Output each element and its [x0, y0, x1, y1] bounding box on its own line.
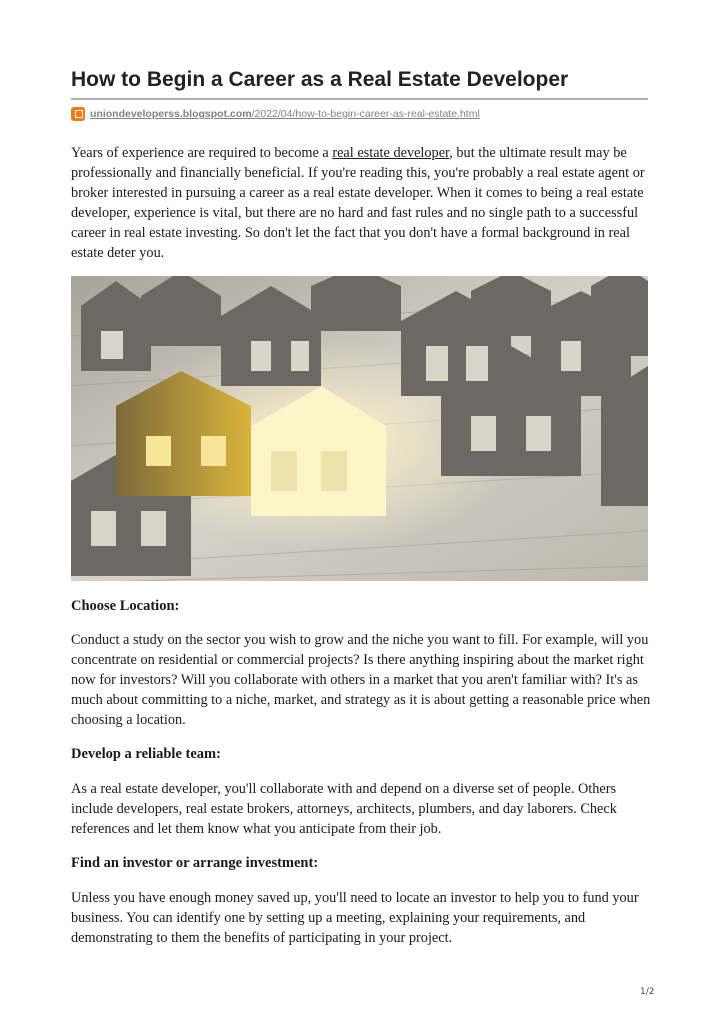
intro-text-end: , but the ultimate result — [449, 145, 582, 161]
page-title: How to Begin a Career as a Real Estate Developer — [71, 68, 569, 91]
page-number: 1/2 — [640, 987, 655, 997]
source-domain: uniondeveloperss.blogspot.com — [90, 108, 252, 120]
houses-photo — [71, 276, 648, 581]
section-heading-find-investor: Find an investor or arrange investment: — [71, 855, 319, 871]
intro-text-start: Years of experience are required to become a — [71, 145, 333, 161]
section-heading-reliable-team: Develop a reliable team: — [71, 746, 221, 762]
real-estate-developer-link[interactable]: real estate developer — [332, 145, 450, 161]
intro-paragraph — [71, 143, 651, 263]
section-text-choose-location: Conduct a study on the sector you wish to grow and the niche you want to fill. For example, will you concentrate on residential or commercial projects? Is there anything inspiring about the market right now for investors? Will you collaborate with others in a market that you aren't familiar with? It's as much about committing to a niche, market, and strategy as it is about getting a reasonable price when choosing a location. — [71, 632, 651, 728]
section-text-find-investor: Unless you have enough money saved up, you'll need to locate an investor to help you to fund your business. You can identify one by setting up a meeting, explaining your requirements, and demonstrating to them the benefits of participating in your project. — [71, 890, 639, 946]
intro-text-rest: may be professionally and financially beneficial. If you're reading this, you're probably a real estate agent or broker interested in pursuing a career as a real estate developer. When it comes to being a real estate developer, experience is vital, but there are no hard and fast rules and no single path to a successful career in real estate investing. So don't let the fact that you don't have a formal background in real estate deter you. — [71, 145, 645, 261]
section-heading-choose-location: Choose Location: — [71, 598, 180, 614]
source-link[interactable] — [90, 108, 480, 120]
blogger-icon — [71, 107, 85, 121]
source-path: /2022/04/how-to-begin-career-as-real-estate.html — [251, 108, 480, 120]
section-text-reliable-team: As a real estate developer, you'll collaborate with and depend on a diverse set of people. Others include developers, real estate brokers, attorneys, architects, plumbers, and day laborers. Check references and let them know what you anticipate from their job. — [71, 781, 617, 837]
title-divider — [71, 98, 648, 100]
source-line — [71, 106, 480, 122]
